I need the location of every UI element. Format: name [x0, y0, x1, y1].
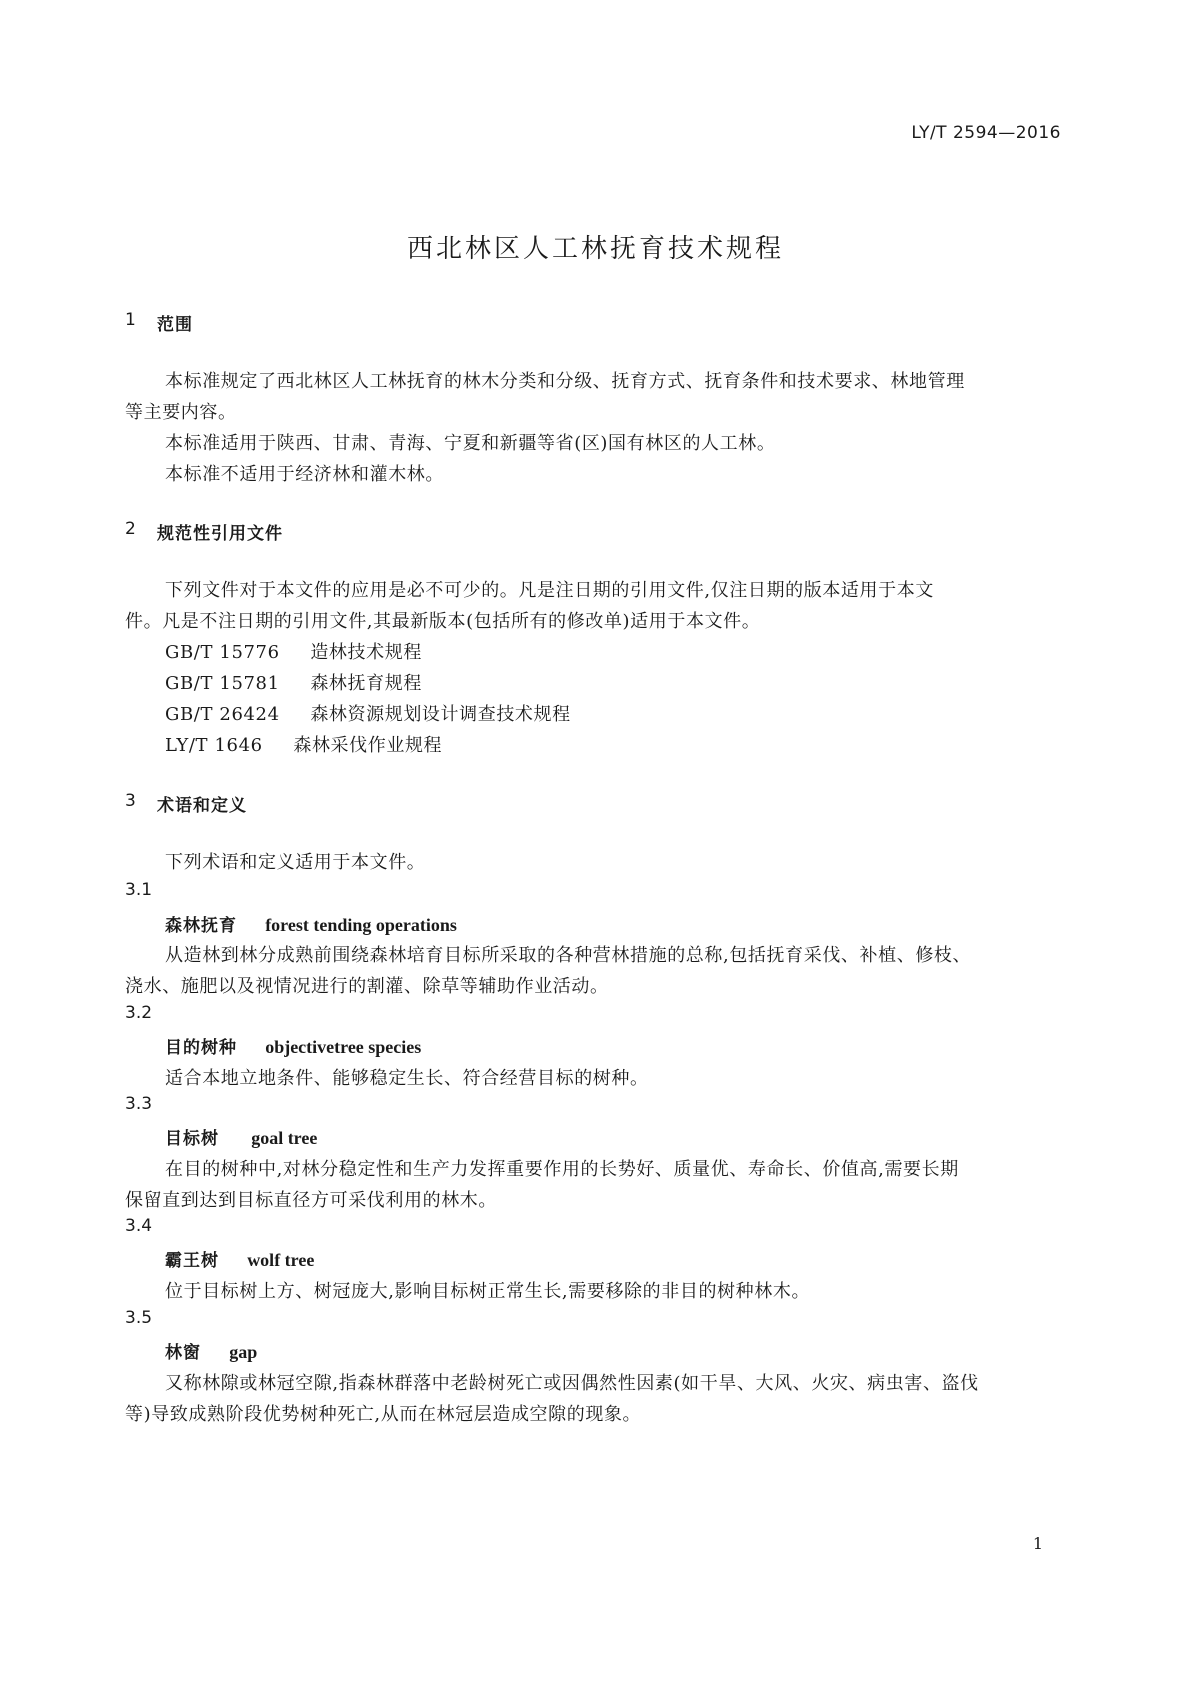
section-1-paragraph-3: 本标准不适用于经济林和灌木林。 [165, 464, 444, 485]
reference-code: GB/T 26424 [165, 704, 280, 725]
page-number: 1 [1032, 1534, 1043, 1553]
term-number: 3.5 [125, 1308, 153, 1328]
reference-title: 造林技术规程 [310, 642, 422, 663]
term-number: 3.1 [125, 880, 153, 900]
reference-code: LY/T 1646 [165, 735, 263, 756]
term-heading [165, 1033, 421, 1058]
term-definition: 位于目标树上方、树冠庞大,影响目标树正常生长,需要移除的非目的树种林木。 [165, 1281, 811, 1302]
reference-item [165, 638, 422, 664]
section-1-paragraph-1-cont: 等主要内容。 [125, 402, 237, 423]
term-number: 3.3 [125, 1094, 153, 1114]
reference-item [165, 669, 422, 695]
term-chinese: 目标树 [165, 1129, 219, 1149]
term-english: goal tree [251, 1128, 318, 1148]
term-chinese: 森林抚育 [165, 916, 237, 936]
term-chinese: 林窗 [165, 1343, 201, 1363]
term-definition-cont: 保留直到达到目标直径方可采伐利用的林木。 [125, 1190, 497, 1211]
term-english: forest tending operations [265, 915, 457, 935]
reference-code: GB/T 15781 [165, 673, 280, 694]
reference-title: 森林抚育规程 [310, 673, 422, 694]
term-definition: 又称林隙或林冠空隙,指森林群落中老龄树死亡或因偶然性因素(如干旱、大风、火灾、病虫害、盗伐 [165, 1373, 979, 1394]
term-number: 3.4 [125, 1216, 153, 1236]
section-3-title: 术语和定义 [157, 796, 247, 816]
section-1-title: 范围 [157, 315, 193, 335]
section-3-number: 3 [125, 791, 136, 811]
term-chinese: 霸王树 [165, 1251, 219, 1271]
section-2-paragraph-1: 下列文件对于本文件的应用是必不可少的。凡是注日期的引用文件,仅注日期的版本适用于本文 [165, 580, 934, 601]
reference-code: GB/T 15776 [165, 642, 280, 663]
term-number: 3.2 [125, 1003, 153, 1023]
term-definition: 在目的树种中,对林分稳定性和生产力发挥重要作用的长势好、质量优、寿命长、价值高,需要长期 [165, 1159, 959, 1180]
section-1-paragraph-1: 本标准规定了西北林区人工林抚育的林木分类和分级、抚育方式、抚育条件和技术要求、林地管理 [165, 371, 965, 392]
section-3-intro: 下列术语和定义适用于本文件。 [165, 852, 426, 873]
term-heading [165, 911, 457, 936]
term-english: wolf tree [247, 1250, 315, 1270]
term-heading [165, 1246, 314, 1271]
term-chinese: 目的树种 [165, 1038, 237, 1058]
term-definition-cont: 浇水、施肥以及视情况进行的割灌、除草等辅助作业活动。 [125, 976, 609, 997]
term-english: objectivetree species [265, 1037, 422, 1057]
section-2-paragraph-1-cont: 件。凡是不注日期的引用文件,其最新版本(包括所有的修改单)适用于本文件。 [125, 611, 761, 632]
reference-item [165, 700, 571, 726]
reference-title: 森林采伐作业规程 [293, 735, 443, 756]
term-definition: 从造林到林分成熟前围绕森林培育目标所采取的各种营林措施的总称,包括抚育采伐、补植、修枝、 [165, 945, 972, 966]
section-1-number: 1 [125, 310, 136, 330]
term-heading [165, 1338, 257, 1363]
section-2-number: 2 [125, 519, 136, 539]
standard-code: LY/T 2594—2016 [911, 123, 1061, 143]
reference-item [165, 731, 442, 757]
section-1-paragraph-2: 本标准适用于陕西、甘肃、青海、宁夏和新疆等省(区)国有林区的人工林。 [165, 433, 776, 454]
term-definition-cont: 等)导致成熟阶段优势树种死亡,从而在林冠层造成空隙的现象。 [125, 1404, 642, 1425]
document-title: 西北林区人工林抚育技术规程 [406, 234, 784, 264]
term-heading [165, 1124, 317, 1149]
reference-title: 森林资源规划设计调查技术规程 [310, 704, 571, 725]
section-2-title: 规范性引用文件 [157, 524, 283, 544]
term-definition: 适合本地立地条件、能够稳定生长、符合经营目标的树种。 [165, 1068, 649, 1089]
term-english: gap [229, 1342, 258, 1362]
